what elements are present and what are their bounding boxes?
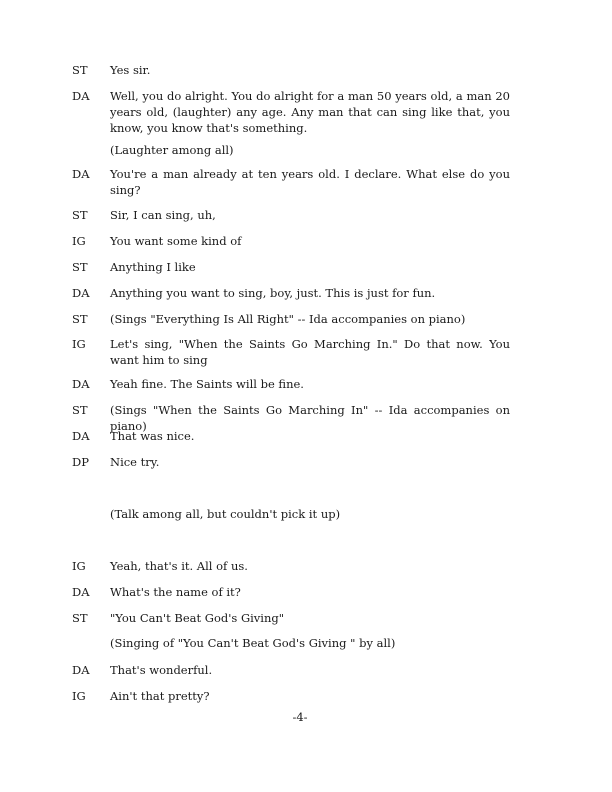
speaker-label: DA: [72, 429, 90, 443]
speaker-label: DA: [72, 377, 90, 391]
utterance-text: Sir, I can sing, uh,: [110, 208, 216, 222]
utterance-text: Yes sir.: [110, 63, 151, 77]
utterance-text: Yeah, that's it. All of us.: [110, 559, 248, 573]
stage-direction: (Singing of "You Can't Beat God's Giving " by all): [110, 636, 396, 650]
speaker-label: DP: [72, 455, 89, 469]
stage-direction: (Laughter among all): [110, 143, 234, 157]
utterance-text: "You Can't Beat God's Giving": [110, 611, 285, 625]
utterance-text: Anything I like: [110, 260, 196, 274]
speaker-label: DA: [72, 585, 90, 599]
speaker-label: IG: [72, 234, 86, 248]
utterance-text: That's wonderful.: [110, 663, 213, 677]
speaker-label: ST: [72, 63, 88, 77]
stage-direction: (Sings "Everything Is All Right" -- Ida accompanies on piano): [110, 312, 466, 326]
utterance-text: Yeah fine. The Saints will be fine.: [110, 377, 304, 391]
speaker-label: DA: [72, 286, 90, 300]
speaker-label: IG: [72, 689, 86, 703]
utterance-text: What's the name of it?: [110, 585, 241, 599]
utterance-text: Let's sing, "When the Saints Go Marching In." Do that now. You want him to sing: [110, 337, 510, 367]
speaker-label: DA: [72, 167, 90, 181]
utterance-text: Ain't that pretty?: [110, 689, 210, 703]
stage-direction: (Talk among all, but couldn't pick it up): [110, 507, 341, 521]
speaker-label: DA: [72, 663, 90, 677]
utterance-text: That was nice.: [110, 429, 195, 443]
utterance-text: Anything you want to sing, boy, just. This is just for fun.: [110, 286, 436, 300]
speaker-label: ST: [72, 403, 88, 417]
stage-direction: (Sings "When the Saints Go Marching In" -- Ida accompanies on piano): [110, 403, 510, 433]
speaker-label: ST: [72, 260, 88, 274]
speaker-label: ST: [72, 208, 88, 222]
speaker-label: ST: [72, 611, 88, 625]
utterance-text: You want some kind of: [110, 234, 242, 248]
speaker-label: DA: [72, 89, 90, 103]
utterance-text: You're a man already at ten years old. I declare. What else do you sing?: [110, 167, 510, 197]
speaker-label: IG: [72, 559, 86, 573]
utterance-text: Nice try.: [110, 455, 160, 469]
utterance-text: Well, you do alright. You do alright for a man 50 years old, a man 20 years old, (laughter) any age. Any man that can sing like that, you know, you know that's something.: [110, 89, 510, 135]
speaker-label: IG: [72, 337, 86, 351]
speaker-label: ST: [72, 312, 88, 326]
page-number: -4-: [292, 710, 308, 724]
